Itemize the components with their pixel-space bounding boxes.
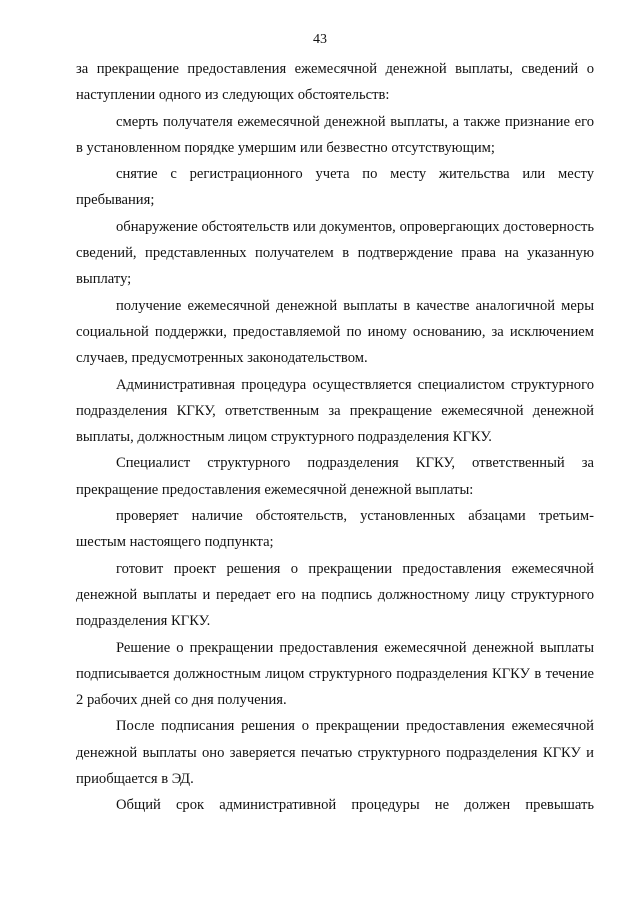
document-body	[76, 56, 594, 819]
paragraph-specialist-duties: Специалист структурного подразделения КГКУ, ответственный за прекращение предоставления ежемесячной денежной выплаты:	[76, 455, 594, 498]
paragraph-decision-sealing: После подписания решения о прекращении предоставления ежемесячной денежной выплаты оно заверяется печатью структурного подразделения КГКУ и приобщается в ЭД.	[76, 718, 594, 788]
paragraph-procedure-term: Общий срок административной процедуры не должен превышать	[116, 797, 594, 814]
paragraph-prepare-decision: готовит проект решения о прекращении предоставления ежемесячной денежной выплаты и передает его на подпись должностному лицу структурного подразделения КГКУ.	[76, 560, 594, 630]
paragraph-check-circumstances: проверяет наличие обстоятельств, установленных абзацами третьим-шестым настоящего подпункта;	[76, 508, 594, 551]
paragraph-refuting-documents: обнаружение обстоятельств или документов, опровергающих достоверность сведений, представленных получателем в подтверждение права на указанную выплату;	[76, 218, 594, 288]
page-number: 43	[313, 32, 327, 47]
paragraph-deregistration: снятие с регистрационного учета по месту жительства или месту пребывания;	[76, 166, 594, 209]
paragraph-procedure-performers: Административная процедура осуществляется специалистом структурного подразделения КГКУ, ответственным за прекращение ежемесячной денежной выплаты, должностным лицом структурного подразделения КГКУ.	[76, 376, 594, 446]
paragraph-decision-signing: Решение о прекращении предоставления ежемесячной денежной выплаты подписывается должностным лицом структурного подразделения КГКУ в течение 2 рабочих дней со дня получения.	[76, 639, 594, 709]
paragraph-analogous-support: получение ежемесячной денежной выплаты в качестве аналогичной меры социальной поддержки, предоставляемой по иному основанию, за исключением случаев, предусмотренных законодательством.	[76, 297, 594, 367]
paragraph-continuation: за прекращение предоставления ежемесячной денежной выплаты, сведений о наступлении одного из следующих обстоятельств:	[76, 61, 594, 104]
paragraph-death-of-recipient: смерть получателя ежемесячной денежной выплаты, а также признание его в установленном порядке умершим или безвестно отсутствующим;	[76, 113, 594, 156]
